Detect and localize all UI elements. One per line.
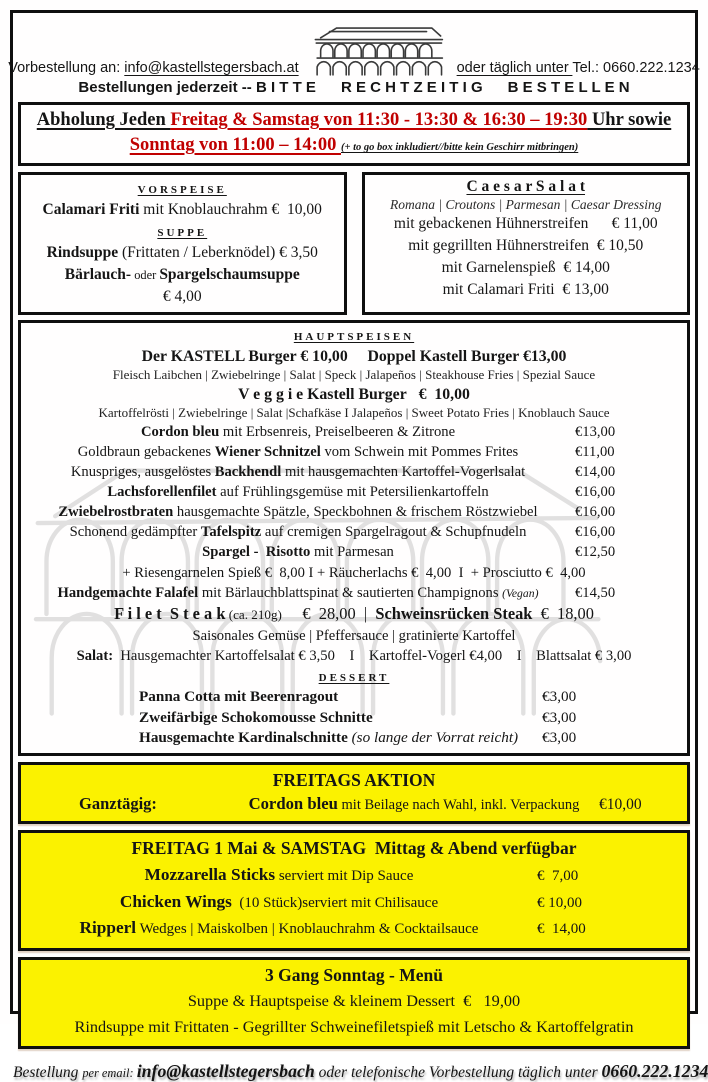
caesar-box xyxy=(362,172,691,315)
text-segment: Calamari Friti xyxy=(43,201,140,218)
text-segment: Panna Cotta mit Beerenragout xyxy=(139,688,338,705)
row-price: €3,00 xyxy=(542,728,687,749)
text-segment: mit Knoblauchrahm € 10,00 xyxy=(139,201,322,218)
text-segment: info@kastellstegersbach xyxy=(137,1061,315,1081)
row-price: €16,00 xyxy=(575,522,687,542)
row-text xyxy=(21,522,575,542)
starter-item-calamari xyxy=(23,199,342,221)
menu-row xyxy=(21,583,687,603)
text-segment: + Riesengarnelen Spieß € 8,00 I + Räucherlachs € 4,00 I + Prosciutto € 4,00 xyxy=(122,565,585,581)
row-text xyxy=(139,687,542,708)
row-price: €12,50 xyxy=(575,542,687,562)
menu-row xyxy=(21,462,687,482)
text-segment: Hausgemachter Kartoffelsalat € 3,50 I Kartoffel-Vogerl €4,00 I Blattsalat € 3,00 xyxy=(113,648,631,664)
main-dishes-box xyxy=(18,320,690,756)
text-segment: Ripperl xyxy=(80,918,137,937)
row-text xyxy=(21,889,537,916)
text-segment: Doppel Kastell Burger €13,00 xyxy=(367,348,566,365)
menu-row xyxy=(21,646,687,666)
soup-item-rindsuppe xyxy=(23,242,342,264)
text-segment: Hausgemachte Kardinalschnitte xyxy=(139,729,348,746)
friday-action-box xyxy=(18,762,690,824)
text-segment: Wedges | Maiskolben | Knoblauchrahm & Cocktailsauce xyxy=(136,921,478,937)
pickup-red-1: Freitag & Samstag von 11:30 - 13:30 & 16:30 – 19:30 xyxy=(170,110,587,130)
starters-caesar-row xyxy=(18,172,690,315)
text-segment: Zwiebelrostbraten xyxy=(58,504,173,520)
menu-row xyxy=(21,367,687,384)
text-segment: (ca. 210g) xyxy=(225,607,281,622)
text-segment: Salat: xyxy=(77,648,113,664)
text-segment: Handgemachte Falafel xyxy=(58,585,199,601)
row-text xyxy=(21,862,537,889)
order-note-plain: Bestellungen jederzeit -- xyxy=(78,79,256,96)
phone-label: oder täglich unter Tel.: 0660.222.1234 xyxy=(457,60,700,76)
row-price: €13,00 xyxy=(575,422,687,442)
preorder-label: Vorbestellung an: info@kastellstegersbach.at xyxy=(8,60,298,76)
text-segment: Wiener Schnitzel xyxy=(215,444,321,460)
row-text xyxy=(21,482,575,502)
text-segment: Kartoffelrösti | Zwiebelringe | Salat |Schafkäse I Jalapeños | Sweet Potato Fries | Knoblauch Sauce xyxy=(99,405,610,420)
friday-saturday-box xyxy=(18,830,690,951)
text-segment: Tafelspitz xyxy=(201,524,261,540)
text-segment: Zweifärbige Schokomousse Schnitte xyxy=(139,709,373,726)
text-segment: oder xyxy=(131,268,159,282)
text-segment: mit hausgemachten Kartoffel-Vogerlsalat xyxy=(281,464,525,480)
text-segment: Lachsforellenfilet xyxy=(107,484,216,500)
list-item: mit Garnelenspieß € 14,00 xyxy=(367,257,686,279)
row-price: €3,00 xyxy=(542,708,687,729)
text-segment: Der KASTELL Burger € 10,00 xyxy=(142,348,348,365)
menu-row xyxy=(21,687,687,708)
text-segment: (10 Stück)serviert mit Chilisauce xyxy=(232,895,438,911)
text-segment: mit Beilage nach Wahl, inkl. Verpackung xyxy=(338,797,580,813)
row-price: €14,50 xyxy=(575,583,687,603)
menu-row xyxy=(21,915,687,942)
text-segment: auf Frühlingsgemüse mit Petersilienkartoffeln xyxy=(217,484,489,500)
text-segment: mit Bärlauchblattspinat & sautierten Champignons xyxy=(198,585,502,601)
menu-row xyxy=(21,708,687,729)
main-dishes-rows xyxy=(21,346,687,666)
row-text xyxy=(139,728,542,749)
text-segment: (Vegan) xyxy=(502,587,538,600)
row-price: €16,00 xyxy=(575,482,687,502)
menu-row xyxy=(21,522,687,542)
text-segment: vom Schwein mit Pommes Frites xyxy=(321,444,518,460)
soup-item-baerlauch-price: € 4,00 xyxy=(23,286,342,308)
text-segment: Backhendl xyxy=(215,464,282,480)
text-segment: hausgemachte Spätzle, Speckbohnen & frischem Röstzwiebel xyxy=(173,504,537,520)
text-segment: auf cremigen Spargelragout & Schupfnudeln xyxy=(261,524,526,540)
menu-row xyxy=(21,405,687,422)
friday-action-price: €10,00 xyxy=(599,796,687,814)
row-price: €16,00 xyxy=(575,502,687,522)
dessert-title: DESSERT xyxy=(319,672,390,686)
menu-row xyxy=(21,542,687,562)
pickup-red-2: Sonntag von 11:00 – 14:00 xyxy=(130,135,341,155)
text-segment: (so lange der Vorrat reicht) xyxy=(348,729,518,746)
friday-saturday-rows xyxy=(21,862,687,942)
text-segment: Bärlauch- xyxy=(65,266,131,283)
text-segment: Rindsuppe xyxy=(47,244,119,261)
header-contact-line xyxy=(13,13,695,76)
text-segment: serviert mit Dip Sauce xyxy=(275,868,413,884)
text-segment: € 18,00 xyxy=(532,604,593,623)
text-segment: F i l e t S t e a k xyxy=(114,604,225,623)
text-segment: Saisonales Gemüse | Pfeffersauce | gratinierte Kartoffel xyxy=(192,628,515,644)
text-segment: Cordon bleu xyxy=(249,794,338,813)
caesar-title: C a e s a r S a l a t xyxy=(466,178,585,196)
email-address: info@kastellstegersbach.at xyxy=(124,60,298,76)
friday-action-label: Ganztägig: xyxy=(79,794,229,814)
list-item: mit gebackenen Hühnerstreifen € 11,00 xyxy=(367,213,686,235)
text-segment: mit Erbsenreis, Preiselbeeren & Zitrone xyxy=(219,424,455,440)
menu-row xyxy=(21,346,687,367)
text-segment: (Frittaten / Leberknödel) € 3,50 xyxy=(118,244,318,261)
page-frame xyxy=(10,10,698,1014)
row-text xyxy=(21,502,575,522)
caesar-subtitle: Romana | Croutons | Parmesan | Caesar Dressing xyxy=(367,196,686,214)
text-segment: Knuspriges, ausgelöstes xyxy=(71,464,215,480)
row-text xyxy=(21,422,575,442)
row-price: € 14,00 xyxy=(537,918,687,941)
suppe-title: SUPPE xyxy=(157,227,207,241)
menu-row xyxy=(21,626,687,646)
footer-contact-line xyxy=(13,1061,695,1082)
text-segment: Bestellung xyxy=(13,1064,82,1081)
row-text xyxy=(139,708,542,729)
text-segment: Chicken Wings xyxy=(120,892,232,911)
dessert-rows xyxy=(21,687,687,749)
text-segment: Spargel - Risotto xyxy=(202,544,310,560)
order-note-spaced: B I T T E R E C H T Z E I T I G B E S T E L L E N xyxy=(256,79,630,96)
menu-row xyxy=(21,442,687,462)
text-segment: Fleisch Laibchen | Zwiebelringe | Salat | Speck | Jalapeños | Steakhouse Fries | Spezial Sauce xyxy=(113,367,595,382)
starters-box xyxy=(18,172,347,315)
text-segment: mit Parmesan xyxy=(310,544,394,560)
pickup-line-1 xyxy=(21,108,687,133)
friday-action-row xyxy=(21,793,687,821)
menu-row xyxy=(21,563,687,583)
row-text xyxy=(21,442,575,462)
row-text xyxy=(21,462,575,482)
friday-action-item xyxy=(229,794,599,814)
row-price: € 10,00 xyxy=(537,892,687,915)
list-item: mit Calamari Friti € 13,00 xyxy=(367,279,686,301)
sunday-menu-box xyxy=(18,957,690,1049)
pickup-black-2: Uhr sowie xyxy=(587,110,671,130)
vorspeise-title: VORSPEISE xyxy=(138,184,227,198)
sunday-menu-line3: Rindsuppe mit Frittaten - Gegrillter Schweinefiletspieß mit Letscho & Kartoffelgratin xyxy=(21,1014,687,1039)
menu-row xyxy=(21,603,687,626)
main-dishes-content xyxy=(21,326,687,749)
menu-row xyxy=(21,862,687,889)
kastell-logo-icon xyxy=(303,23,453,79)
hauptspeisen-title: HAUPTSPEISEN xyxy=(294,331,414,345)
menu-row xyxy=(21,422,687,442)
sunday-menu-line2: Suppe & Hauptspeise & kleinem Dessert € 19,00 xyxy=(21,988,687,1013)
phone-number: Tel.: 0660.222.1234 xyxy=(572,60,699,76)
text-segment: Mozzarella Sticks xyxy=(145,865,275,884)
text-segment: Spargelschaumsuppe xyxy=(159,266,299,283)
text-segment: oder telefonische Vorbestellung täglich unter xyxy=(315,1064,602,1081)
pickup-black-1: Abholung Jeden xyxy=(37,110,171,130)
soup-item-baerlauch xyxy=(23,264,342,286)
row-text xyxy=(21,542,575,562)
menu-row xyxy=(21,482,687,502)
text-segment: per email: xyxy=(82,1066,136,1080)
row-price: €14,00 xyxy=(575,462,687,482)
text-segment xyxy=(348,348,368,365)
header-order-note xyxy=(13,79,695,96)
friday-action-title: FREITAGS AKTION xyxy=(21,765,687,793)
row-text xyxy=(21,915,537,942)
menu-row xyxy=(21,384,687,405)
row-price: € 7,00 xyxy=(537,865,687,888)
pickup-times-banner xyxy=(18,102,690,166)
friday-saturday-title: FREITAG 1 Mai & SAMSTAG Mittag & Abend verfügbar xyxy=(21,833,687,861)
text-segment: 0660.222.1234 xyxy=(602,1061,708,1081)
caesar-options xyxy=(367,213,686,301)
row-price: €11,00 xyxy=(575,442,687,462)
text-segment: Cordon bleu xyxy=(141,424,219,440)
row-text xyxy=(21,583,575,603)
pickup-line-2 xyxy=(21,133,687,158)
menu-row xyxy=(21,889,687,916)
menu-row xyxy=(21,502,687,522)
sunday-menu-title: 3 Gang Sonntag - Menü xyxy=(21,960,687,988)
list-item: mit gegrillten Hühnerstreifen € 10,50 xyxy=(367,235,686,257)
text-segment: V e g g i e Kastell Burger xyxy=(238,386,407,403)
text-segment: € 10,00 xyxy=(407,386,470,403)
text-segment: € 28,00 | xyxy=(282,604,375,623)
menu-row xyxy=(21,728,687,749)
text-segment: Goldbraun gebackenes xyxy=(78,444,215,460)
text-segment: Schonend gedämpfter xyxy=(70,524,201,540)
text-segment: Schweinsrücken Steak xyxy=(375,604,532,623)
row-price: €3,00 xyxy=(542,687,687,708)
pickup-note: (+ to go box inkludiert//bitte kein Geschirr mitbringen) xyxy=(341,142,578,153)
